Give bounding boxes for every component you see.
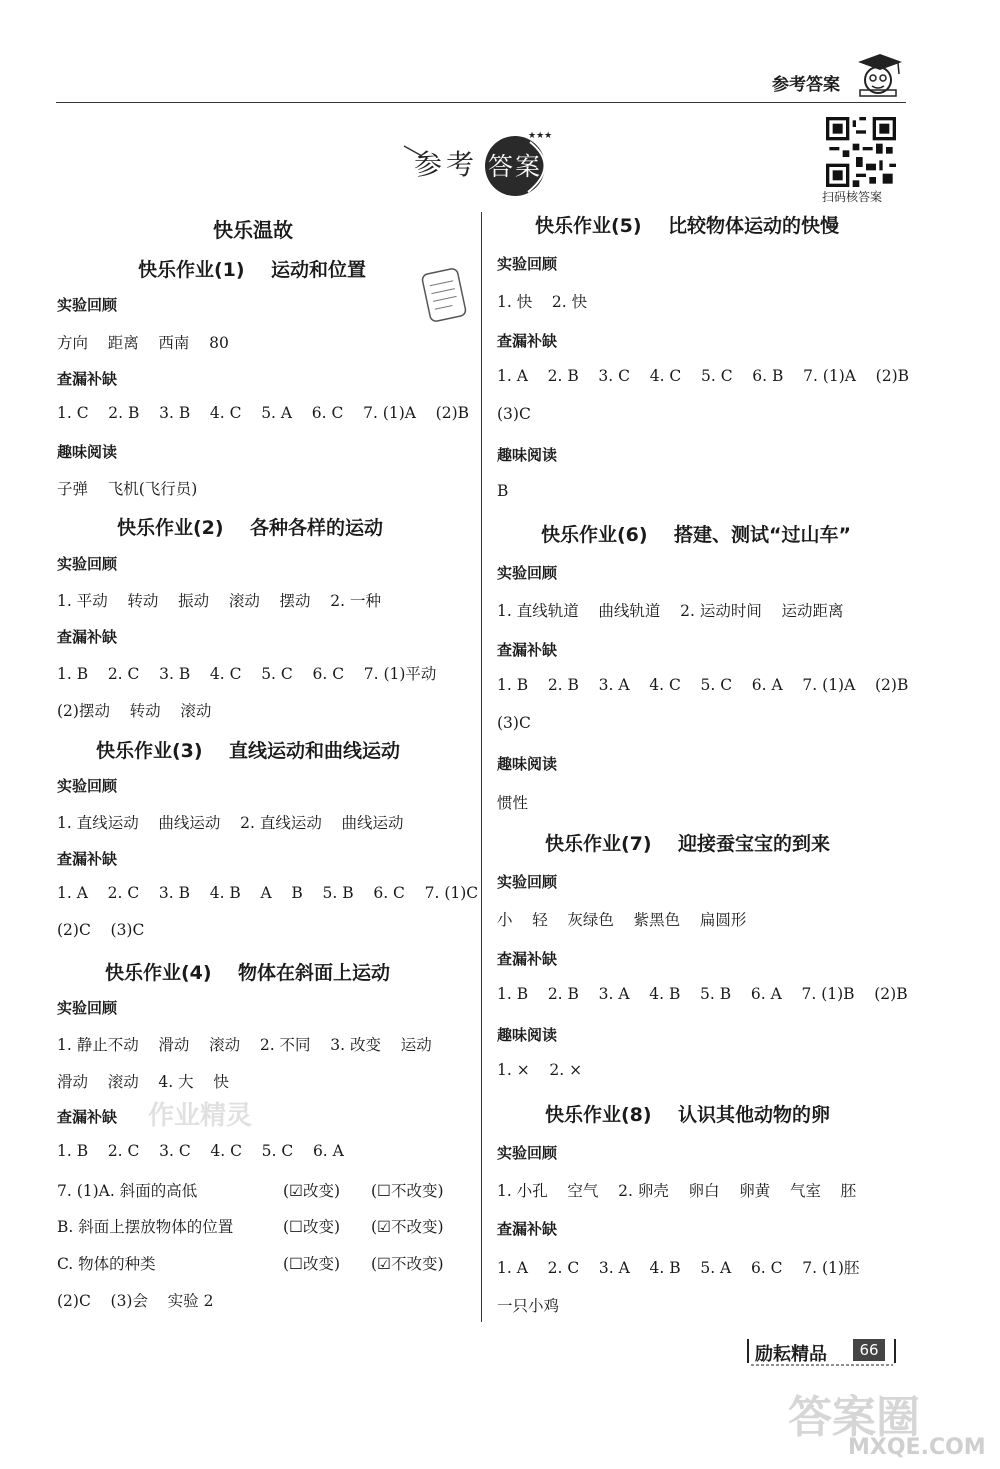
option-unchanged: (☑不改变) <box>371 1255 444 1273</box>
label-review: 实验回顾 <box>497 255 558 273</box>
banner-char-4: 案 <box>515 152 541 181</box>
answer-line: 1. 平动 转动 振动 滚动 摆动 2. 一种 <box>57 592 381 610</box>
label-check: 查漏补缺 <box>497 1220 558 1238</box>
banner-char-2: 考 <box>446 148 475 181</box>
answer-line: 惯性 <box>497 794 529 812</box>
option-changed: (☐改变) <box>283 1255 340 1273</box>
qr-caption: 扫码核答案 <box>822 190 883 204</box>
brand-name: 励耘精品 <box>755 1344 827 1365</box>
label-review: 实验回顾 <box>57 296 118 314</box>
label-check: 查漏补缺 <box>497 641 558 659</box>
section-title-2: 快乐作业(2) 各种各样的运动 <box>117 517 384 539</box>
section-title-8: 快乐作业(8) 认识其他动物的卵 <box>545 1104 831 1126</box>
label-reading: 趣味阅读 <box>497 755 558 773</box>
label-check: 查漏补缺 <box>497 332 558 350</box>
answer-line: 1. 直线轨道 曲线轨道 2. 运动时间 运动距离 <box>497 602 844 620</box>
table-row-label: C. 物体的种类 <box>57 1255 156 1273</box>
banner-char-1: 参 <box>414 148 443 181</box>
answer-line: (2)C (3)会 实验 2 <box>57 1292 214 1310</box>
section-title-5: 快乐作业(5) 比较物体运动的快慢 <box>535 215 840 237</box>
answer-line: 1. 快 2. 快 <box>497 293 588 311</box>
label-check: 查漏补缺 <box>57 628 118 646</box>
header-rule <box>56 102 906 103</box>
watermark-homework-elf: 作业精灵 <box>148 1101 253 1131</box>
answer-line: (3)C <box>497 405 531 423</box>
left-main-title: 快乐温故 <box>213 218 293 242</box>
answer-line: 1. A 2. C 3. B 4. B A B 5. B 6. C 7. (1)C <box>57 884 479 902</box>
answer-line: 1. B 2. B 3. A 4. C 5. C 6. A 7. (1)A (2)B <box>497 676 909 694</box>
label-check: 查漏补缺 <box>497 950 558 968</box>
banner-char-3: 答 <box>488 152 514 181</box>
section-title-7: 快乐作业(7) 迎接蚕宝宝的到来 <box>545 833 831 855</box>
graduate-mascot-icon <box>850 52 906 98</box>
option-unchanged: (☑不改变) <box>371 1218 444 1236</box>
option-unchanged: (☐不改变) <box>371 1182 444 1200</box>
answer-line: 1. 小孔 空气 2. 卵壳 卵白 卵黄 气室 胚 <box>497 1182 857 1200</box>
answer-line: 1. B 2. C 3. B 4. C 5. C 6. C 7. (1)平动 <box>57 665 437 683</box>
answer-line: (2)摆动 转动 滚动 <box>57 702 212 720</box>
answer-line: 1. × 2. × <box>497 1061 583 1079</box>
label-reading: 趣味阅读 <box>497 1026 558 1044</box>
section-title-3: 快乐作业(3) 直线运动和曲线运动 <box>96 740 401 762</box>
label-review: 实验回顾 <box>57 777 118 795</box>
header-title: 参考答案 <box>772 75 840 95</box>
answers-banner <box>400 128 565 198</box>
answer-line: 1. 静止不动 滑动 滚动 2. 不同 3. 改变 运动 <box>57 1036 432 1054</box>
page-number: 66 <box>853 1339 885 1361</box>
svg-text:★★★: ★★★ <box>528 131 553 141</box>
answer-line: 1. A 2. B 3. C 4. C 5. C 6. B 7. (1)A (2)B <box>497 367 910 385</box>
watermark-answer-circle: 答案圈 <box>788 1392 920 1443</box>
table-row-label: 7. (1)A. 斜面的高低 <box>57 1182 198 1200</box>
option-changed: (☐改变) <box>283 1218 340 1236</box>
label-review: 实验回顾 <box>497 564 558 582</box>
label-review: 实验回顾 <box>497 873 558 891</box>
label-reading: 趣味阅读 <box>57 443 118 461</box>
answer-line: 1. 直线运动 曲线运动 2. 直线运动 曲线运动 <box>57 814 404 832</box>
answer-line: 小 轻 灰绿色 紫黑色 扁圆形 <box>497 911 747 929</box>
column-divider <box>481 212 482 1322</box>
label-check: 查漏补缺 <box>57 1108 118 1126</box>
label-review: 实验回顾 <box>497 1144 558 1162</box>
stamp-icon <box>420 265 468 325</box>
answer-line: 1. B 2. B 3. A 4. B 5. B 6. A 7. (1)B (2)B <box>497 985 908 1003</box>
answer-line: (3)C <box>497 714 531 732</box>
label-check: 查漏补缺 <box>57 370 118 388</box>
answer-line: 方向 距离 西南 80 <box>57 334 229 352</box>
answer-line: 滑动 滚动 4. 大 快 <box>57 1073 229 1091</box>
qr-code-icon[interactable] <box>826 117 896 187</box>
section-title-1: 快乐作业(1) 运动和位置 <box>138 259 367 281</box>
answer-line: B <box>497 482 509 500</box>
answer-line: 子弹 飞机(飞行员) <box>57 480 198 498</box>
table-row-label: B. 斜面上摆放物体的位置 <box>57 1218 234 1236</box>
watermark-site: MXQE.COM <box>848 1435 986 1460</box>
answer-line: 1. B 2. C 3. C 4. C 5. C 6. A <box>57 1142 344 1160</box>
section-title-4: 快乐作业(4) 物体在斜面上运动 <box>105 962 391 984</box>
answer-line: 1. A 2. C 3. A 4. B 5. A 6. C 7. (1)胚 <box>497 1259 860 1277</box>
answer-line: 一只小鸡 <box>497 1297 560 1315</box>
section-title-6: 快乐作业(6) 搭建、测试“过山车” <box>541 524 852 546</box>
option-changed: (☑改变) <box>283 1182 340 1200</box>
answer-line: 1. C 2. B 3. B 4. C 5. A 6. C 7. (1)A (2)B <box>57 404 470 422</box>
label-review: 实验回顾 <box>57 555 118 573</box>
answer-line: (2)C (3)C <box>57 921 145 939</box>
label-reading: 趣味阅读 <box>497 446 558 464</box>
label-review: 实验回顾 <box>57 999 118 1017</box>
label-check: 查漏补缺 <box>57 850 118 868</box>
